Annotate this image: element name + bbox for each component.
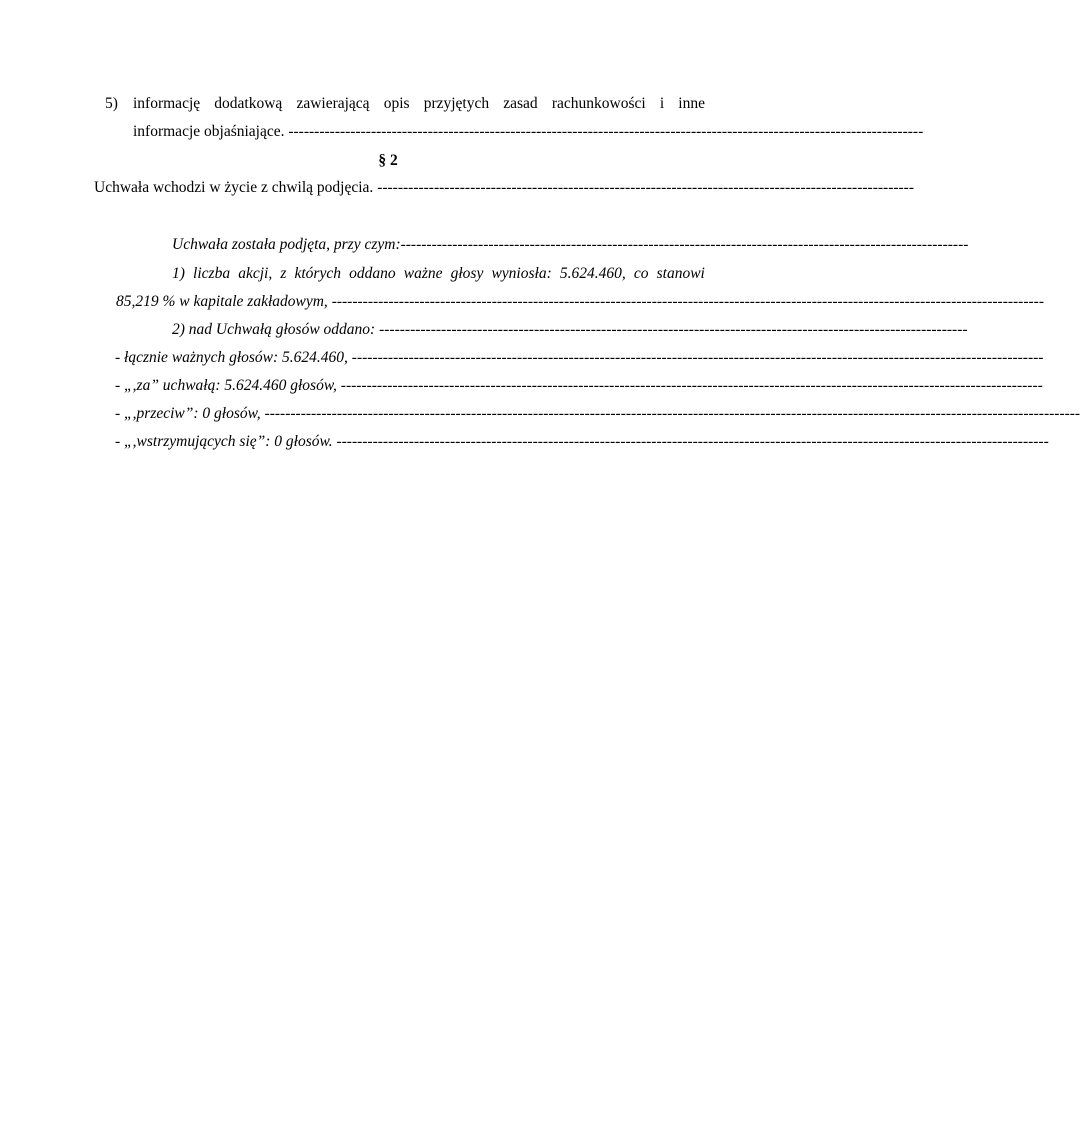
word: 1) <box>172 265 185 282</box>
word: akcji, <box>238 265 273 282</box>
word: informację <box>133 95 201 112</box>
word: 5.624.460, <box>559 265 626 282</box>
result-block <box>115 374 1043 398</box>
result-votes-abstain <box>0 430 1049 454</box>
result-text: - „,przeciw”: 0 głosów, <box>115 405 265 422</box>
word: których <box>294 265 341 282</box>
point-2-block <box>172 318 968 342</box>
word: i <box>659 95 665 112</box>
word: zasad <box>503 95 538 112</box>
word: co <box>633 265 649 282</box>
word: zawierającą <box>296 95 370 112</box>
section-text: Uchwała wchodzi w życie z chwilą podjęcia. <box>94 179 378 196</box>
item-5-line-1 <box>0 92 800 116</box>
voting-intro-block <box>172 233 969 257</box>
result-text: - „,wstrzymujących się”: 0 głosów. <box>115 433 337 450</box>
voting-intro-text: Uchwała została podjęta, przy czym: <box>172 236 401 253</box>
section-heading-text: § 2 <box>378 152 398 169</box>
word: inne <box>678 95 705 112</box>
word: głosy <box>450 265 484 282</box>
dash-filler: -------------------------------------------------------------------------------------------------------------------------------------------------------------- <box>264 405 1080 422</box>
dash-filler: ------------------------------------------------------------------------------------------------------------------------------------------ <box>336 433 1049 450</box>
point-1-continuation <box>116 290 1044 314</box>
item-5-line-2 <box>0 120 924 144</box>
section-text-block <box>94 176 914 200</box>
item-5-continuation <box>133 120 924 144</box>
point-2-text: 2) nad Uchwałą głosów oddano: <box>172 321 380 338</box>
result-block <box>115 346 1044 370</box>
word: stanowi <box>656 265 705 282</box>
section-text-line <box>0 176 914 200</box>
dash-filler: --------------------------------------------------------------------------------------------------------------------------- <box>288 123 924 140</box>
dash-filler: ------------------------------------------------------------------------------------------------------------------------------------------ <box>331 293 1044 310</box>
result-votes-against <box>0 402 1080 426</box>
voting-intro-line <box>0 233 969 257</box>
item-5-text: informacje objaśniające. <box>133 123 289 140</box>
item-5-justified-text <box>133 92 705 116</box>
word: oddano <box>349 265 396 282</box>
dash-filler: ---------------------------------------------------------------------------------------------------------------------------------------- <box>340 377 1043 394</box>
dash-filler: ------------------------------------------------------------------------------------------------------------------ <box>379 321 968 338</box>
point-2-line <box>0 318 968 342</box>
dash-filler: -------------------------------------------------------------------------------------------------------------- <box>400 236 969 253</box>
result-block <box>115 430 1049 454</box>
word: z <box>280 265 287 282</box>
word: przyjętych <box>423 95 490 112</box>
word: opis <box>383 95 410 112</box>
dash-filler: -------------------------------------------------------------------------------------------------------------------------------------- <box>351 349 1044 366</box>
point-1-line-2 <box>0 290 1044 314</box>
result-block <box>115 402 1080 426</box>
item-5-number: 5) <box>105 95 118 112</box>
point-1-justified-text <box>172 262 705 286</box>
result-text: - „,za” uchwałą: 5.624.460 głosów, <box>115 377 341 394</box>
word: dodatkową <box>214 95 283 112</box>
word: liczba <box>193 265 231 282</box>
dash-filler: -------------------------------------------------------------------------------------------------------- <box>377 179 914 196</box>
word: wyniosła: <box>491 265 552 282</box>
word: ważne <box>403 265 443 282</box>
result-votes-for <box>0 374 1043 398</box>
capital-share-text: 85,219 % w kapitale zakładowym, <box>116 293 332 310</box>
word: rachunkowości <box>551 95 646 112</box>
result-valid-votes <box>0 346 1044 370</box>
section-heading <box>0 149 800 173</box>
point-1-line-1 <box>0 262 800 286</box>
result-text: - łącznie ważnych głosów: 5.624.460, <box>115 349 352 366</box>
